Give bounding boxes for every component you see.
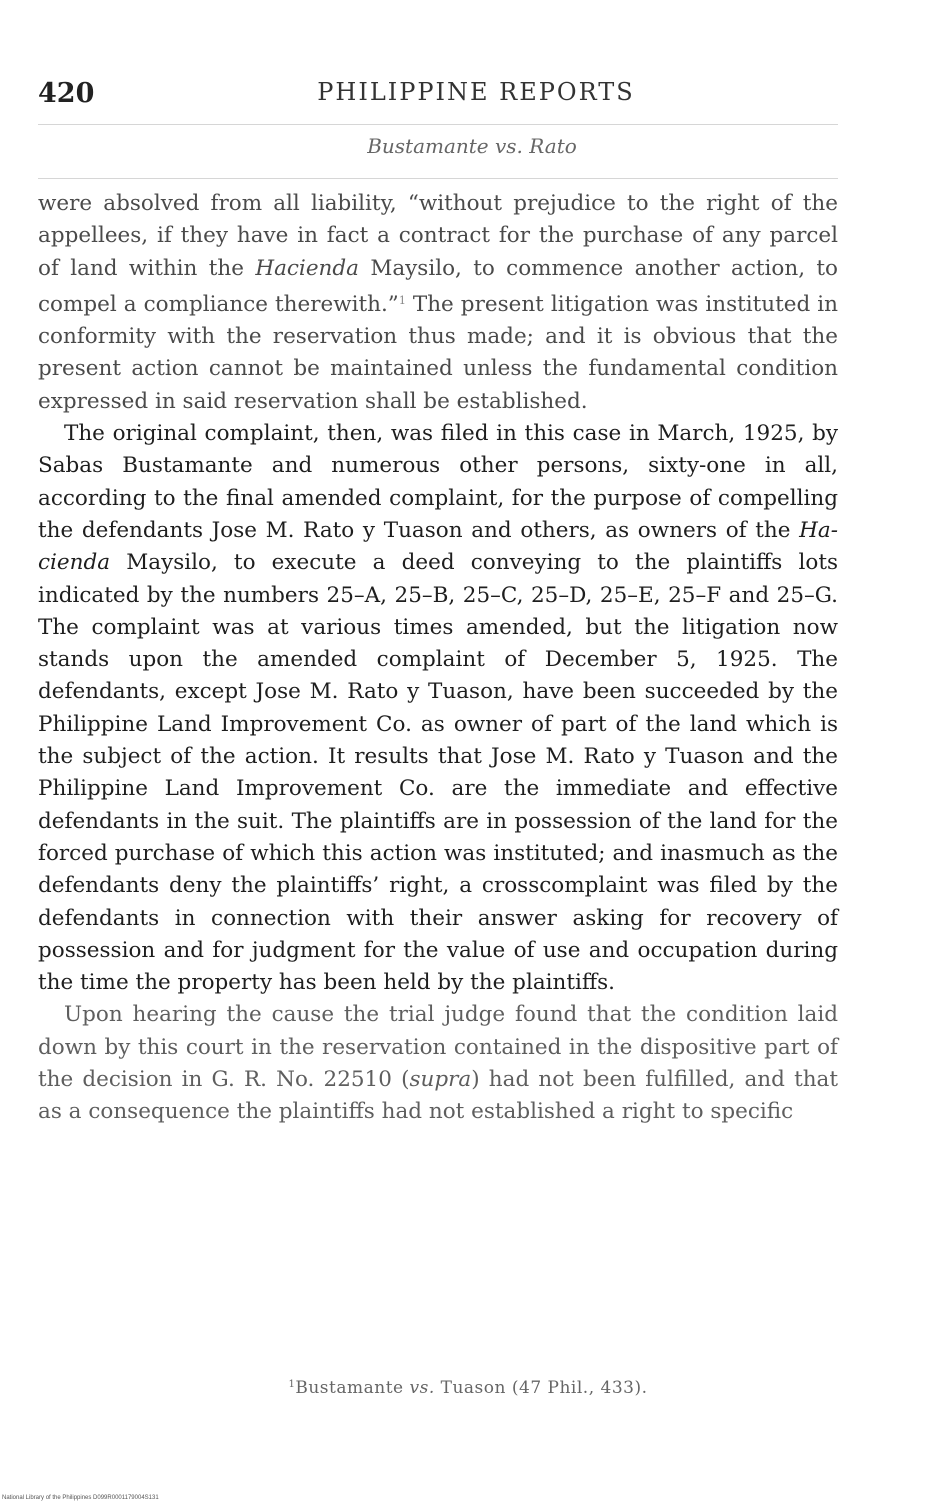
paragraph-1-text-c: The present litigation was instituted in conformity with the reservation thus made; and it is obvious that the present action cannot be maintained unless the fundamental condition expressed in said reservation shall be established.: [38, 291, 838, 414]
body-text: [38, 188, 838, 1129]
scan-watermark: National Library of the Philippines D099R0001179004S131: [2, 1495, 159, 1501]
paragraph-3-text-a: Upon hearing the cause the trial judge found that the condition laid down by this court in the reservation contained in the dispositive part of the decision in G. R. No. 22510 (: [38, 1002, 838, 1093]
paragraph-3-italic: supra: [409, 1067, 472, 1093]
case-title: Bustamante vs. Rato: [367, 134, 577, 158]
footnote: [0, 1378, 936, 1398]
paragraph-1: [38, 188, 838, 418]
paragraph-3: [38, 999, 838, 1128]
running-title: PHILIPPINE REPORTS: [317, 78, 635, 106]
footnote-marker: 1: [288, 1379, 296, 1390]
paragraph-2: [38, 418, 838, 999]
paragraph-1-text-b: Maysilo, to commence another action, to compel a compliance therewith.”: [38, 255, 838, 317]
paragraph-3-text-b: ) had not been fulfilled, and that as a consequence the plaintiffs had not established a right to specific: [38, 1067, 839, 1125]
header-rule: [38, 124, 838, 125]
paragraph-2-italic: Hacienda: [38, 517, 838, 576]
paragraph-2-text-a: The original complaint, then, was filed in this case in March, 1925, by Sabas Bustamante and numerous other persons, sixty-one in all, according to the final amended complaint, for the purpose of compelling the defendants Jose M. Rato y Tuason and others, as owners of the: [38, 421, 838, 543]
footnote-text-b: Tuason (47 Phil., 433).: [434, 1378, 648, 1398]
footnote-italic: vs.: [409, 1378, 435, 1398]
footnote-text-a: Bustamante: [295, 1378, 410, 1398]
page-number: 420: [38, 78, 95, 109]
paragraph-1-text-a: were absolved from all liability, “without prejudice to the right of the appellees, if they have in fact a contract for the purchase of any parcel of land within the: [38, 191, 838, 281]
case-title-rule: [38, 178, 838, 179]
footnote-reference: 1: [398, 293, 406, 307]
paragraph-2-text-b: Maysilo, to execute a deed conveying to the plaintiffs lots indicated by the numbers 25–A, 25–B, 25–C, 25–D, 25–E, 25–F and 25–G. The complaint was at various times amended, but the litigation now stands upon the amended complaint of December 5, 1925. The defendants, except Jose M. Rato y Tuason, have been succeeded by the Philippine Land Improvement Co. as owner of part of the land which is the subject of the action. It results that Jose M. Rato y Tuason and the Philippine Land Improvement Co. are the immediate and effective defendants in the suit. The plaintiffs are in possession of the land for the forced purchase of which this action was instituted; and inasmuch as the defendants deny the plaintiffs’ right, a crosscomplaint was filed by the defendants in connection with their answer asking for recovery of possession and for judgment for the value of use and occupation during the time the property has been held by the plaintiffs.: [38, 550, 838, 996]
paragraph-1-italic: Hacienda: [255, 255, 359, 281]
